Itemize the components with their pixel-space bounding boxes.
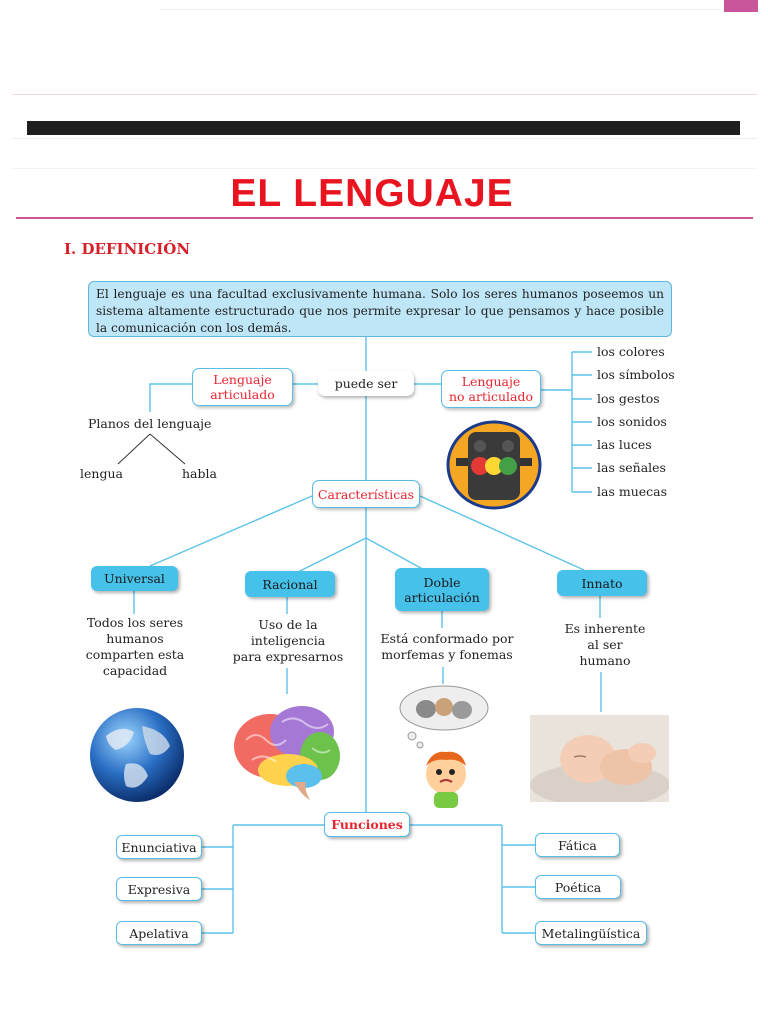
lengua-label: lengua	[80, 466, 123, 481]
box-line: articulación	[404, 589, 480, 605]
list-item: los colores	[597, 344, 665, 359]
list-item: los sonidos	[597, 413, 667, 429]
trait-description	[228, 617, 348, 665]
funcion-expresiva: Expresiva	[116, 877, 202, 901]
desc-line: al ser	[587, 637, 623, 652]
list-item: las muecas	[597, 483, 668, 499]
desc-line: humanos	[106, 631, 164, 646]
trait-innato: Innato	[557, 570, 647, 596]
page-title: EL LENGUAJE	[230, 172, 514, 215]
desc-line: morfemas y fonemas	[381, 647, 513, 662]
no-articulado-list	[597, 344, 675, 507]
funcion-fatica: Fática	[535, 833, 620, 857]
desc-line: Todos los seres	[86, 615, 184, 630]
list-item: las luces	[597, 437, 652, 453]
lenguaje-articulado-box	[192, 368, 293, 406]
box-line: Lenguaje	[213, 372, 272, 387]
list-item: los símbolos	[597, 367, 675, 383]
brain-icon	[232, 700, 344, 805]
habla-label: habla	[182, 466, 217, 481]
child-icon	[418, 748, 474, 810]
globe-icon	[86, 706, 188, 804]
traffic-light-icon	[446, 420, 542, 510]
trait-description	[556, 621, 654, 669]
caracteristicas-box: Características	[312, 480, 420, 508]
trait-description	[378, 631, 516, 663]
desc-line: inteligencia	[250, 633, 326, 648]
trait-universal: Universal	[91, 566, 178, 591]
trait-description	[80, 615, 190, 679]
box-line: Doble	[423, 574, 461, 590]
baby-photo	[530, 715, 669, 802]
puede-ser-label: puede ser	[318, 371, 414, 396]
funcion-enunciativa: Enunciativa	[116, 835, 202, 859]
trait-doble-articulacion	[395, 568, 489, 611]
desc-line: capacidad	[102, 663, 168, 678]
funcion-apelativa: Apelativa	[116, 921, 202, 945]
desc-line: humano	[579, 653, 631, 668]
planos-label: Planos del lenguaje	[88, 416, 212, 431]
funciones-box: Funciones	[324, 812, 410, 837]
desc-line: comparten esta	[85, 647, 185, 662]
list-item: las señales	[597, 460, 666, 476]
desc-line: Es inherente	[564, 621, 646, 636]
funcion-poetica: Poética	[535, 875, 621, 899]
list-item: los gestos	[597, 390, 660, 406]
section-heading: I. DEFINICIÓN	[64, 240, 191, 258]
desc-line: Uso de la	[258, 617, 318, 632]
box-line: articulado	[210, 387, 275, 402]
thought-bubble-icon	[398, 684, 490, 750]
desc-line: para expresarnos	[232, 649, 344, 664]
box-line: no articulado	[448, 389, 534, 404]
lenguaje-no-articulado-box	[441, 370, 541, 408]
definition-box: El lenguaje es una facultad exclusivamente humana. Solo los seres humanos poseemos un sistema altamente estructurado que nos permite expresar lo que pensamos y hace posible la comunicación con los demás.	[88, 281, 672, 337]
funcion-metalinguistica: Metalingüística	[535, 921, 647, 945]
desc-line: Está conformado por	[380, 631, 514, 646]
box-line: Lenguaje	[461, 374, 521, 389]
trait-racional: Racional	[245, 571, 335, 597]
